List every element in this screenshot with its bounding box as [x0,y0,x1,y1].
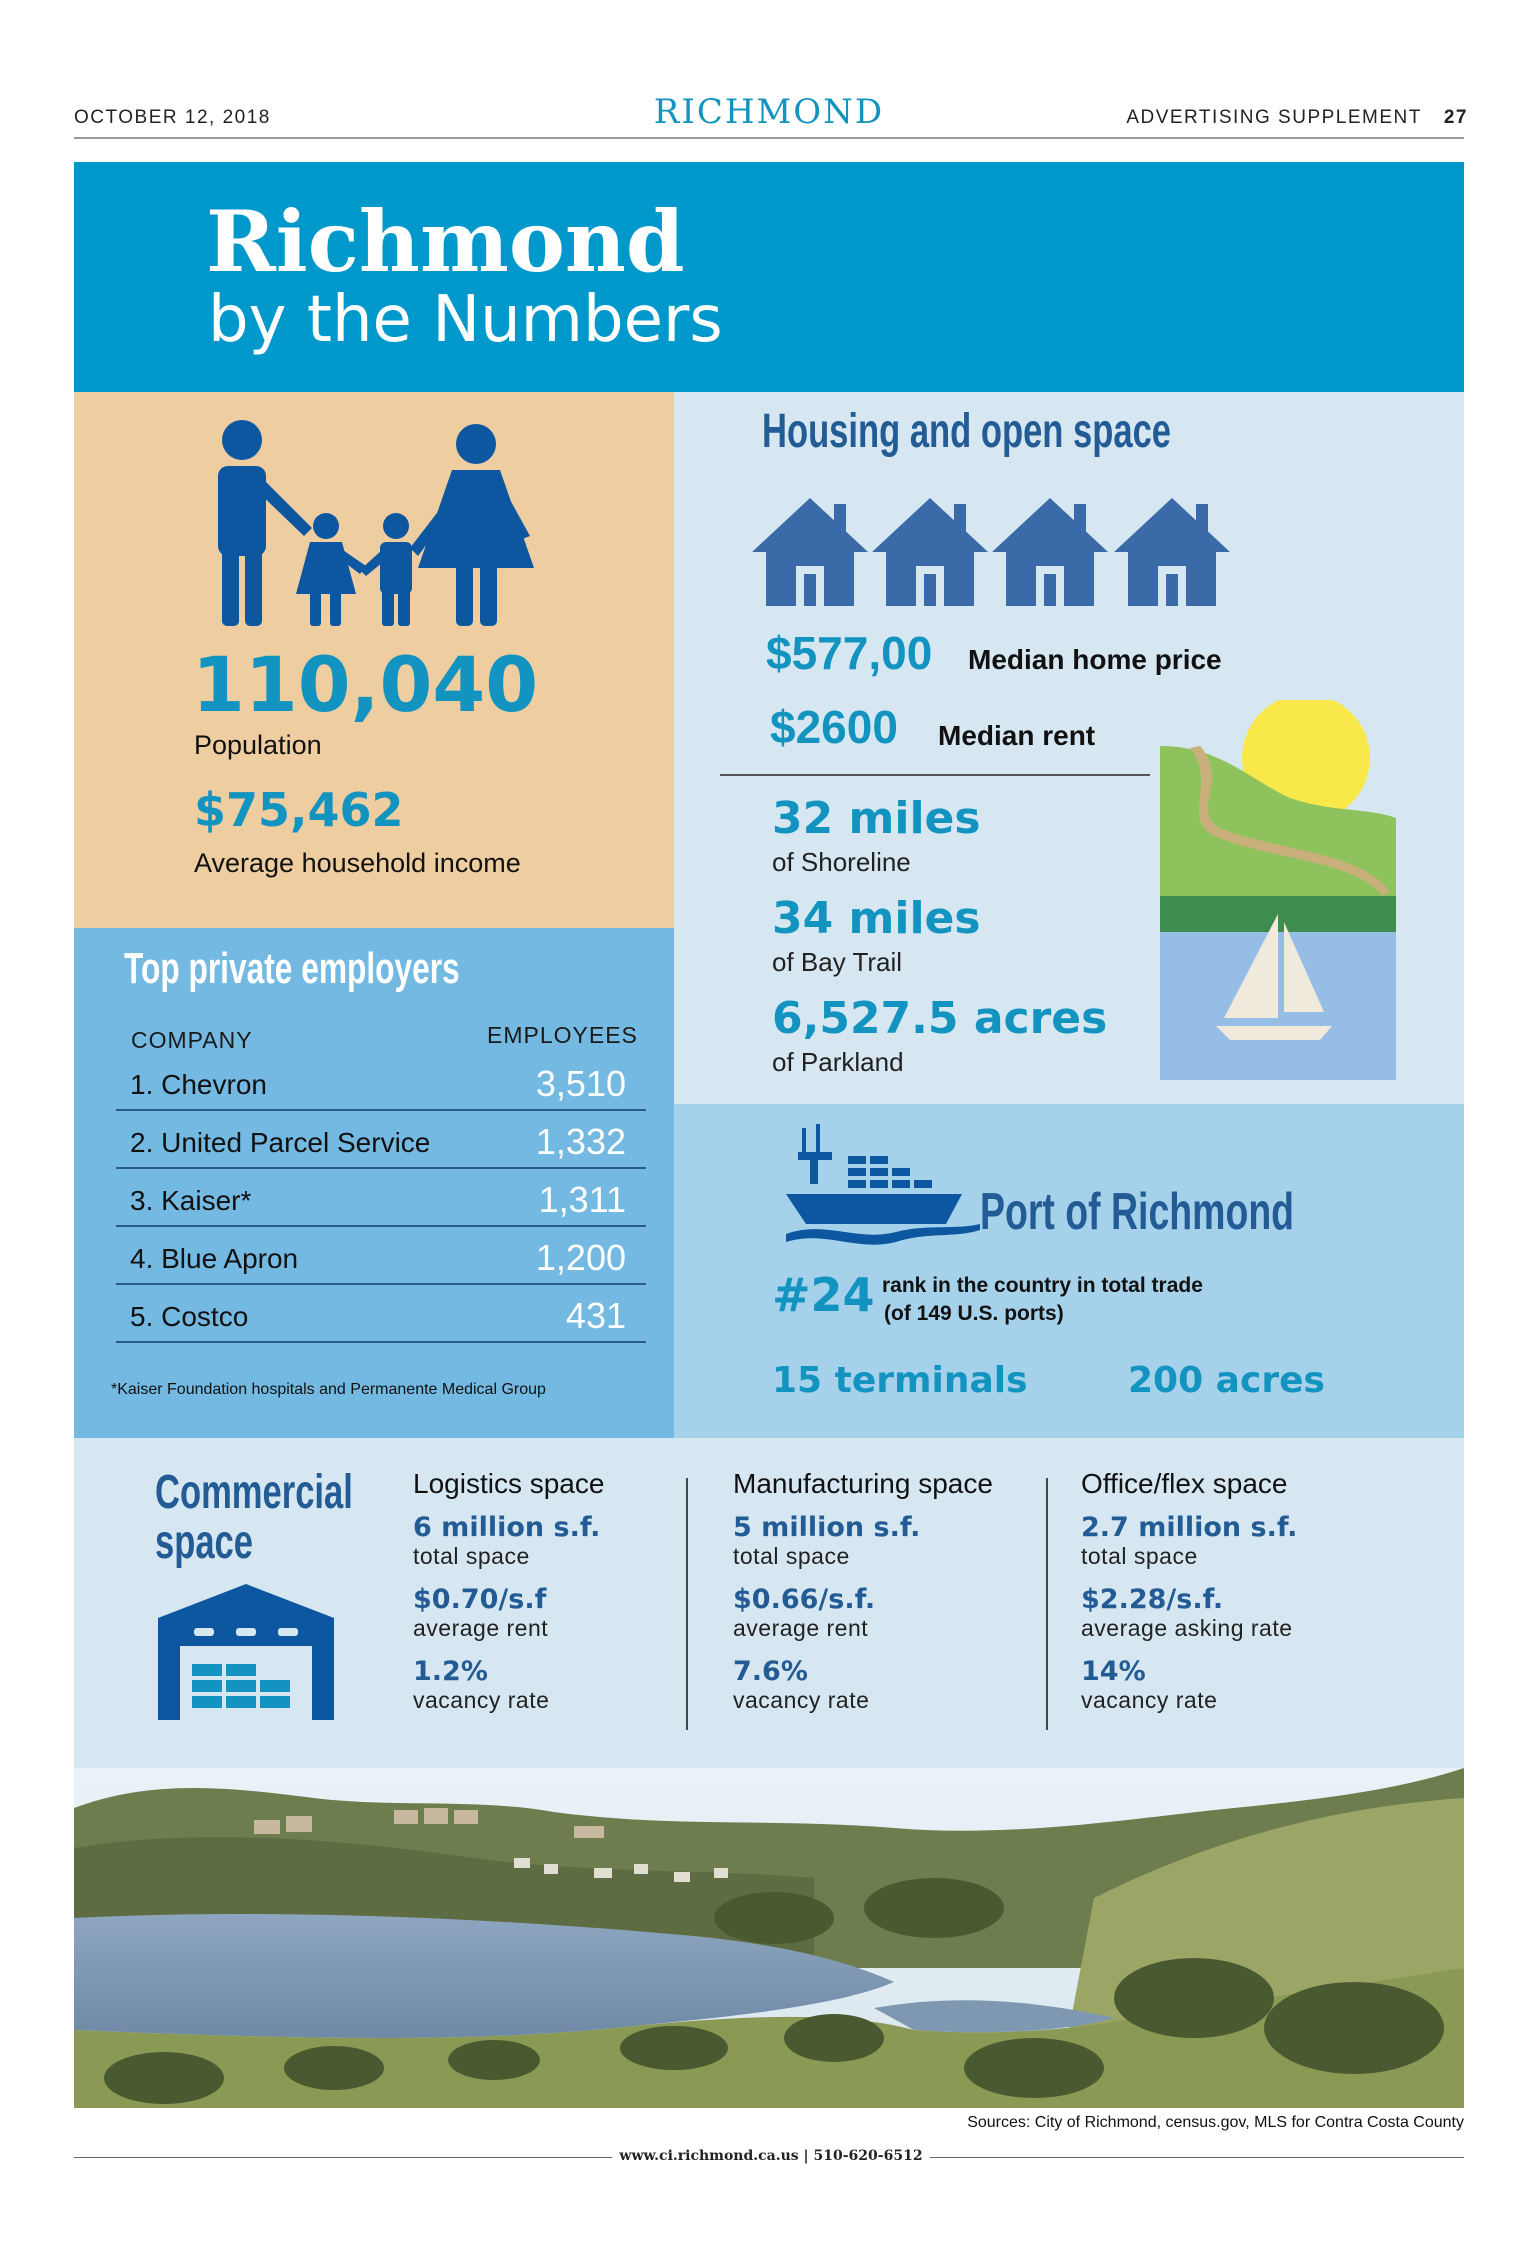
home-price-label: Median home price [968,644,1222,675]
logistics-vacancy-label: vacancy rate [413,1687,550,1713]
employers-footnote: *Kaiser Foundation hospitals and Permanente Medical Group [111,1381,546,1398]
office-vacancy-value: 14% [1081,1656,1146,1687]
section-name: ADVERTISING SUPPLEMENT [1126,107,1422,128]
parkland-label: of Parkland [772,1047,904,1077]
houses-icon [752,494,1232,610]
landscape-sailboat-icon [1160,700,1396,1080]
column-divider [686,1478,688,1730]
manufacturing-vacancy-label: vacancy rate [733,1687,870,1713]
port-rank-sublabel: (of 149 U.S. ports) [884,1302,1064,1325]
population-label: Population [194,730,322,760]
richmond-landscape-photo [74,1768,1464,2108]
shoreline-value: 32 miles [772,793,981,844]
parkland-value: 6,527.5 acres [772,993,1108,1044]
housing-title: Housing and open space [762,405,1172,458]
logistics-total-label: total space [413,1543,530,1569]
employer-name: 1. Chevron [130,1069,267,1100]
cargo-ship-icon [786,1124,982,1254]
commercial-title [155,1468,353,1568]
table-row [116,1053,646,1111]
page-number: 27 [1443,107,1468,128]
office-heading: Office/flex space [1081,1468,1288,1499]
manufacturing-total-label: total space [733,1543,850,1569]
logistics-heading: Logistics space [413,1468,605,1499]
issue-date: OCTOBER 12, 2018 [74,107,271,128]
table-row [116,1227,646,1285]
population-value: 110,040 [192,640,539,729]
footer-rule-left [74,2157,612,2158]
office-rent-label: average asking rate [1081,1615,1293,1641]
sources-note: Sources: City of Richmond, census.gov, MLS for Contra Costa County [967,2114,1464,2131]
employee-count: 1,200 [535,1237,626,1278]
employer-name: 3. Kaiser* [130,1185,252,1216]
table-row [116,1285,646,1343]
manufacturing-column [733,1468,1063,1728]
page-title: Richmond [206,192,685,291]
manufacturing-rent-label: average rent [733,1615,869,1641]
terminals-value: 15 terminals [772,1360,1028,1401]
commercial-title-line1: Commercial [155,1466,353,1519]
office-rent-value: $2.28/s.f. [1081,1584,1224,1615]
section-label [1126,107,1468,129]
header-rule [74,137,1464,139]
employee-count: 431 [565,1295,626,1336]
rent-value: $2600 [770,701,898,753]
employee-count: 1,311 [538,1179,626,1220]
employer-name: 4. Blue Apron [130,1243,299,1274]
income-value: $75,462 [194,783,404,837]
family-icon [200,418,540,628]
company-column-header: COMPANY [131,1027,253,1053]
footer-rule-right [930,2157,1464,2158]
logistics-rent-value: $0.70/s.f [413,1584,547,1615]
masthead: RICHMOND [653,92,885,132]
logistics-vacancy-value: 1.2% [413,1656,488,1687]
footer-contact[interactable]: www.ci.richmond.ca.us | 510-620-6512 [619,2148,923,2164]
logistics-rent-label: average rent [413,1615,549,1641]
employers-title: Top private employers [124,944,460,993]
port-title: Port of Richmond [980,1183,1295,1241]
manufacturing-total-value: 5 million s.f. [733,1512,921,1543]
employers-table [116,1053,646,1343]
table-row [116,1169,646,1227]
column-divider [1046,1478,1048,1730]
manufacturing-heading: Manufacturing space [733,1468,993,1499]
employer-name: 2. United Parcel Service [130,1127,431,1158]
port-acres-value: 200 acres [1128,1360,1325,1401]
page-subtitle: by the Numbers [208,283,723,357]
logistics-total-value: 6 million s.f. [413,1512,601,1543]
income-label: Average household income [194,848,521,878]
warehouse-icon [158,1584,334,1720]
office-column [1081,1468,1411,1728]
table-row [116,1111,646,1169]
housing-rule [720,774,1150,776]
manufacturing-rent-value: $0.66/s.f. [733,1584,876,1615]
landscape-photo-illustration [74,1768,1464,2108]
office-vacancy-label: vacancy rate [1081,1687,1218,1713]
bay-trail-label: of Bay Trail [772,947,903,977]
employer-name: 5. Costco [130,1301,249,1332]
office-total-value: 2.7 million s.f. [1081,1512,1298,1543]
logistics-column [413,1468,743,1728]
shoreline-label: of Shoreline [772,847,911,877]
employees-column-header: EMPLOYEES [487,1022,638,1048]
employee-count: 3,510 [535,1063,626,1104]
rent-label: Median rent [938,720,1096,751]
port-rank-value: #24 [772,1268,875,1322]
home-price-value: $577,00 [766,627,933,679]
manufacturing-vacancy-value: 7.6% [733,1656,808,1687]
employee-count: 1,332 [535,1121,626,1162]
commercial-title-line2: space [155,1516,253,1569]
office-total-label: total space [1081,1543,1198,1569]
port-rank-label: rank in the country in total trade [882,1274,1203,1297]
bay-trail-value: 34 miles [772,893,981,944]
